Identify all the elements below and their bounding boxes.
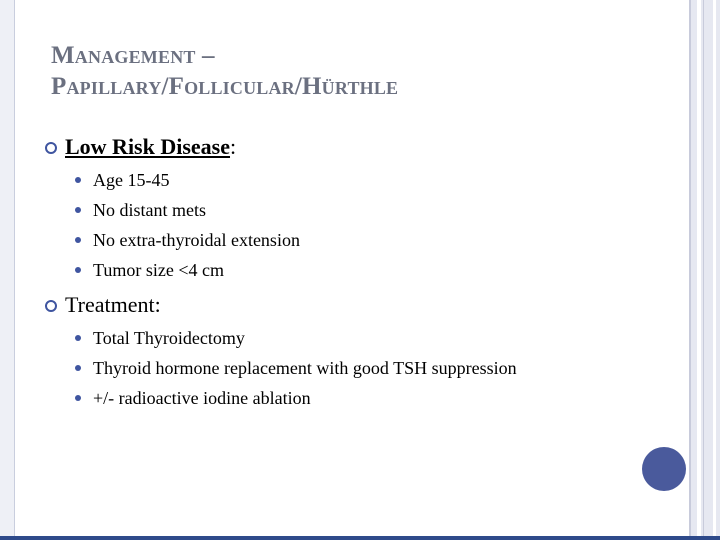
- ring-bullet-icon: [45, 300, 57, 312]
- left-border: [0, 0, 15, 540]
- sub-bullet-text: Age 15-45: [93, 170, 170, 190]
- dot-bullet-icon: [75, 267, 81, 273]
- right-stripe: [689, 0, 691, 540]
- slide-title-line-2: Papillary/Follicular/Hürthle: [51, 73, 399, 100]
- sub-bullet: [44, 165, 684, 195]
- decorative-circle-icon: [642, 447, 686, 491]
- sub-bullet: [44, 323, 684, 353]
- dot-bullet-icon: [75, 177, 81, 183]
- bullet-treatment: [44, 291, 684, 319]
- sub-bullet: [44, 255, 684, 285]
- right-stripe: [713, 0, 716, 540]
- sub-bullet: [44, 225, 684, 255]
- sub-bullet-text: Total Thyroidectomy: [93, 328, 245, 348]
- low-risk-heading: Low Risk Disease: [65, 134, 231, 159]
- heading-colon: :: [230, 134, 237, 159]
- sub-bullet-text: Tumor size <4 cm: [93, 260, 224, 280]
- sub-bullet-text: No distant mets: [93, 200, 206, 220]
- sub-bullet-text: +/- radioactive iodine ablation: [93, 388, 311, 408]
- bottom-accent-line: [0, 536, 720, 540]
- slide-content: [44, 133, 684, 413]
- right-stripe: [697, 0, 701, 540]
- sub-bullet-text: Thyroid hormone replacement with good TSH suppression: [93, 358, 517, 378]
- sub-bullet: [44, 353, 684, 383]
- dot-bullet-icon: [75, 365, 81, 371]
- sub-bullet: [44, 195, 684, 225]
- treatment-heading: Treatment:: [65, 292, 161, 317]
- bullet-low-risk-disease: [44, 133, 684, 161]
- dot-bullet-icon: [75, 395, 81, 401]
- slide-title-line-1: Management –: [51, 42, 215, 69]
- dot-bullet-icon: [75, 335, 81, 341]
- sub-bullet-text: No extra-thyroidal extension: [93, 230, 300, 250]
- dot-bullet-icon: [75, 207, 81, 213]
- dot-bullet-icon: [75, 237, 81, 243]
- right-stripe: [703, 0, 704, 540]
- sub-bullet: [44, 383, 684, 413]
- slide-title: [51, 40, 671, 102]
- ring-bullet-icon: [45, 142, 57, 154]
